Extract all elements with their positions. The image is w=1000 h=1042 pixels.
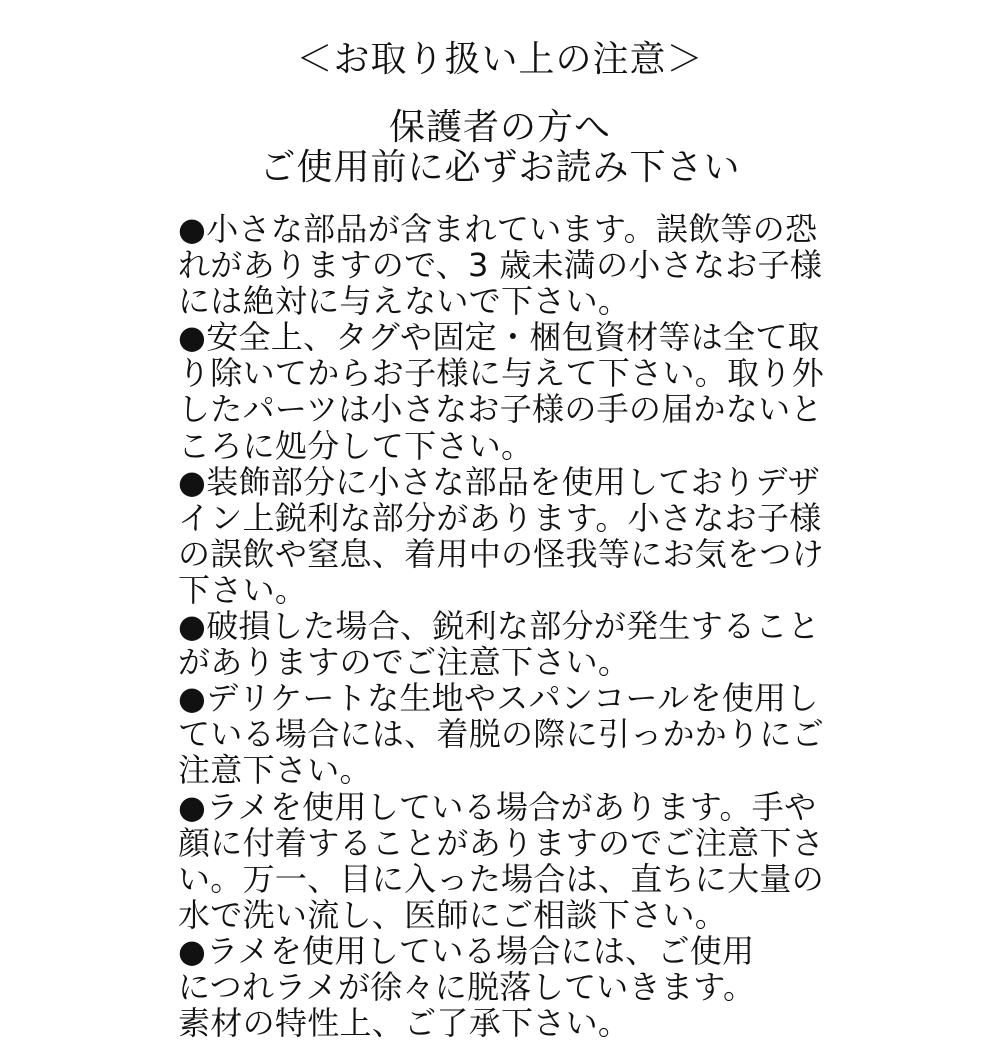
note-line: がありますのでご注意下さい。	[178, 643, 631, 682]
note-line: ●装飾部分に小さな部品を使用しておりデザ	[178, 462, 820, 501]
note-line: したパーツは小さなお子様の手の届かないと	[178, 390, 823, 429]
note-line: イン上鋭利な部分があります。小さなお子様	[178, 498, 822, 537]
note-line: り除いてからお子様に与えて下さい。取り外	[178, 354, 825, 393]
note-line: ●安全上、タグや固定・梱包資材等は全て取	[178, 318, 820, 357]
note-line: ころに処分して下さい。	[178, 426, 534, 465]
note-line: い。万一、目に入った場合は、直ちに大量の	[178, 859, 825, 898]
note-line: 下さい。	[178, 570, 308, 609]
note-line: 素材の特性上、ご了承下さい。	[178, 1004, 631, 1042]
note-line: 顔に付着することがありますのでご注意下さ	[178, 823, 825, 862]
page-title: ＜お取り扱い上の注意＞	[296, 39, 704, 80]
note-line: 注意下さい。	[178, 751, 372, 790]
note-line: ●小さな部品が含まれています。誤飲等の恐	[178, 210, 818, 248]
note-line: ている場合には、着脱の際に引っかかりにご	[178, 715, 825, 754]
note-line: ●破損した場合、鋭利な部分が発生すること	[178, 607, 820, 646]
note-line: れがありますので、3 歳未満の小さなお子様	[178, 246, 823, 285]
note-line: には絶対に与えないで下さい。	[178, 282, 631, 321]
subtitle-line-2: ご使用前に必ずお読み下さい	[259, 147, 741, 188]
caution-notes	[178, 211, 828, 1041]
note-line: 水で洗い流し、医師にご相談下さい。	[178, 895, 728, 934]
subtitle-line-1: 保護者の方へ	[388, 107, 611, 148]
note-line: の誤飲や窒息、着用中の怪我等にお気をつけ	[178, 534, 825, 573]
note-line: につれラメが徐々に脱落していきます。	[178, 967, 756, 1006]
note-line: ●ラメを使用している場合には、ご使用	[178, 931, 755, 970]
note-line: ●ラメを使用している場合があります。手や	[178, 787, 817, 826]
note-line: ●デリケートな生地やスパンコールを使用し	[178, 679, 819, 718]
